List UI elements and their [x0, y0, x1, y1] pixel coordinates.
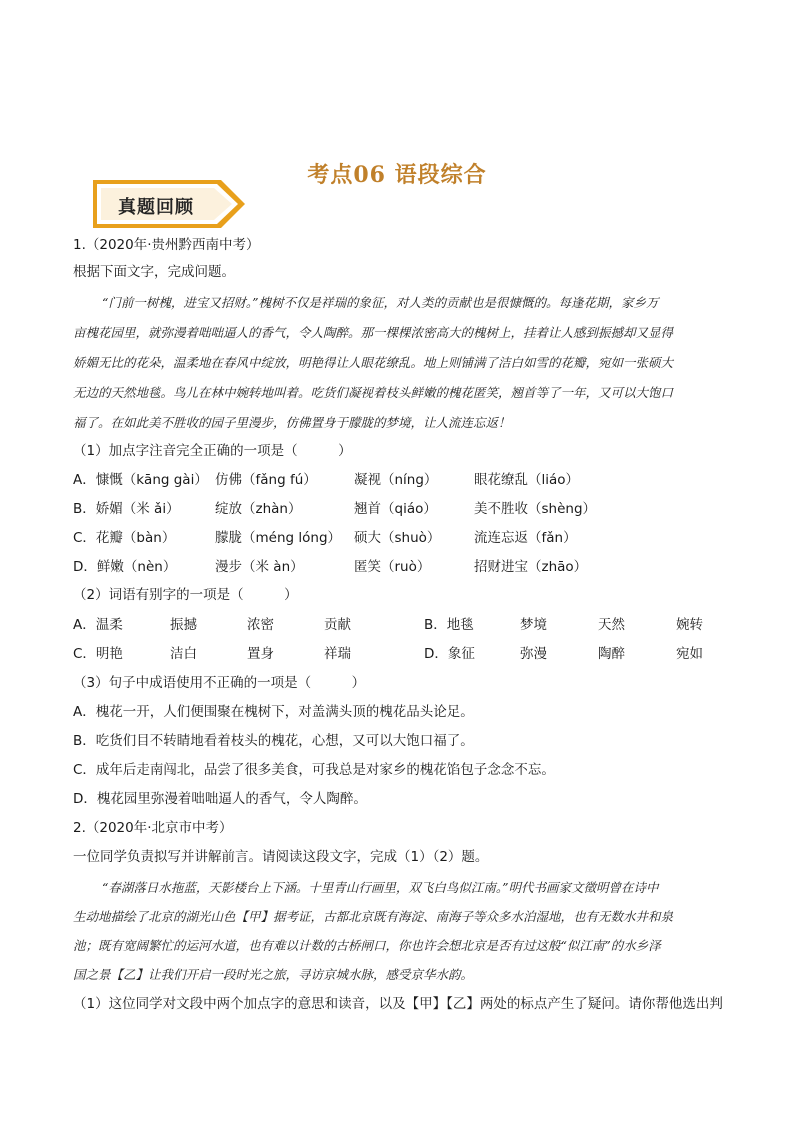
passage-line: 无边的天然地毯。鸟儿在林中婉转地叫着。吃货们凝视着枝头鲜嫩的槐花匿笑，翘首等了一年，又可以大饱口: [73, 385, 674, 400]
option-cell: 眼花缭乱（liáo）: [474, 472, 580, 488]
q2-sub1-stem: （1）这位同学对文段中两个加点字的意思和读音，以及【甲】【乙】两处的标点产生了疑问。请你帮他选出判: [73, 996, 723, 1012]
option-cell: 仿佛（fǎng fú）: [215, 472, 317, 488]
page-title: 考点06 语段综合: [307, 162, 487, 188]
q1-sub2-stem: （2）词语有别字的一项是（ ）: [73, 587, 298, 603]
option-cell: C．明艳: [73, 646, 123, 662]
passage-line: “春湖落日水拖蓝，天影楼台上下涵。十里青山行画里，双飞白鸟似江南。”明代书画家文徵明曾在诗中: [102, 880, 659, 895]
option-cell: 绽放（zhàn）: [215, 501, 302, 517]
q2-source: 2.（2020年·北京市中考）: [73, 820, 233, 836]
q1-sub1-stem: （1）加点字注音完全正确的一项是（ ）: [73, 443, 352, 459]
option-cell: 振撼: [170, 617, 197, 633]
option-line: A．槐花一开，人们便围聚在槐树下，对盖满头顶的槐花品头论足。: [73, 704, 474, 720]
option-cell: 流连忘返（fǎn）: [474, 530, 577, 546]
option-cell: 宛如: [676, 646, 703, 662]
option-cell: 梦境: [520, 617, 547, 633]
option-cell: 浓密: [247, 617, 274, 633]
option-cell: A．温柔: [73, 617, 123, 633]
option-cell: A．慷慨（kāng gài）: [73, 472, 208, 488]
option-cell: 天然: [598, 617, 625, 633]
option-cell: 洁白: [170, 646, 197, 662]
option-cell: 美不胜收（shèng）: [474, 501, 597, 517]
option-cell: 婉转: [676, 617, 703, 633]
option-cell: D．象征: [424, 646, 475, 662]
passage-line: 生动地描绘了北京的湖光山色【甲】据考证，古都北京既有海淀、南海子等众多水泊湿地，也有无数水井和泉: [73, 909, 674, 924]
passage-line: 福了。在如此美不胜收的园子里漫步，仿佛置身于朦胧的梦境，让人流连忘返！: [73, 415, 511, 430]
option-cell: 漫步（米 àn）: [215, 559, 304, 575]
q1-source: 1.（2020年·贵州黔西南中考）: [73, 237, 260, 253]
option-cell: 招财进宝（zhāo）: [474, 559, 588, 575]
passage-line: 亩槐花园里，就弥漫着咄咄逼人的香气，令人陶醉。那一棵棵浓密高大的槐树上，挂着让人感到振撼却又显得: [73, 325, 674, 340]
option-cell: 硕大（shuò）: [354, 530, 441, 546]
passage-line: 池；既有宽阔繁忙的运河水道，也有难以计数的古桥闸口，你也许会想北京是否有过这般“似江南”的水乡泽: [73, 938, 661, 953]
passage-line: 国之景【乙】让我们开启一段时光之旅，寻访京城水脉，感受京华水韵。: [73, 967, 474, 982]
option-cell: 陶醉: [598, 646, 625, 662]
option-cell: D．鲜嫩（nèn）: [73, 559, 177, 575]
q2-instruction: 一位同学负责拟写并讲解前言。请阅读这段文字，完成（1）（2）题。: [73, 849, 489, 865]
option-cell: C．花瓣（bàn）: [73, 530, 176, 546]
option-cell: 贡献: [324, 617, 351, 633]
option-cell: 翘首（qiáo）: [354, 501, 437, 517]
option-line: D．槐花园里弥漫着咄咄逼人的香气，令人陶醉。: [73, 791, 367, 807]
option-cell: 凝视（níng）: [354, 472, 438, 488]
option-cell: 弥漫: [520, 646, 547, 662]
option-line: C．成年后走南闯北，品尝了很多美食，可我总是对家乡的槐花馅包子念念不忘。: [73, 762, 555, 778]
q1-sub3-stem: （3）句子中成语使用不正确的一项是（ ）: [73, 675, 366, 691]
section-banner-label: 真题回顾: [118, 197, 194, 218]
option-cell: 置身: [247, 646, 274, 662]
option-cell: 匿笑（ruò）: [354, 559, 431, 575]
q1-instruction: 根据下面文字，完成问题。: [73, 264, 235, 280]
passage-line: “门前一树槐，进宝又招财。”槐树不仅是祥瑞的象征，对人类的贡献也是很慷慨的。每逢花期，家乡万: [102, 295, 659, 310]
option-cell: B．娇媚（米 ǎi）: [73, 501, 180, 517]
passage-line: 娇媚无比的花朵，温柔地在春风中绽放，明艳得让人眼花缭乱。地上则铺满了洁白如雪的花瓣，宛如一张硕大: [73, 355, 674, 370]
option-line: B．吃货们目不转睛地看着枝头的槐花，心想，又可以大饱口福了。: [73, 733, 474, 749]
option-cell: B．地毯: [424, 617, 474, 633]
option-cell: 祥瑞: [324, 646, 351, 662]
option-cell: 朦胧（méng lóng）: [215, 530, 342, 546]
